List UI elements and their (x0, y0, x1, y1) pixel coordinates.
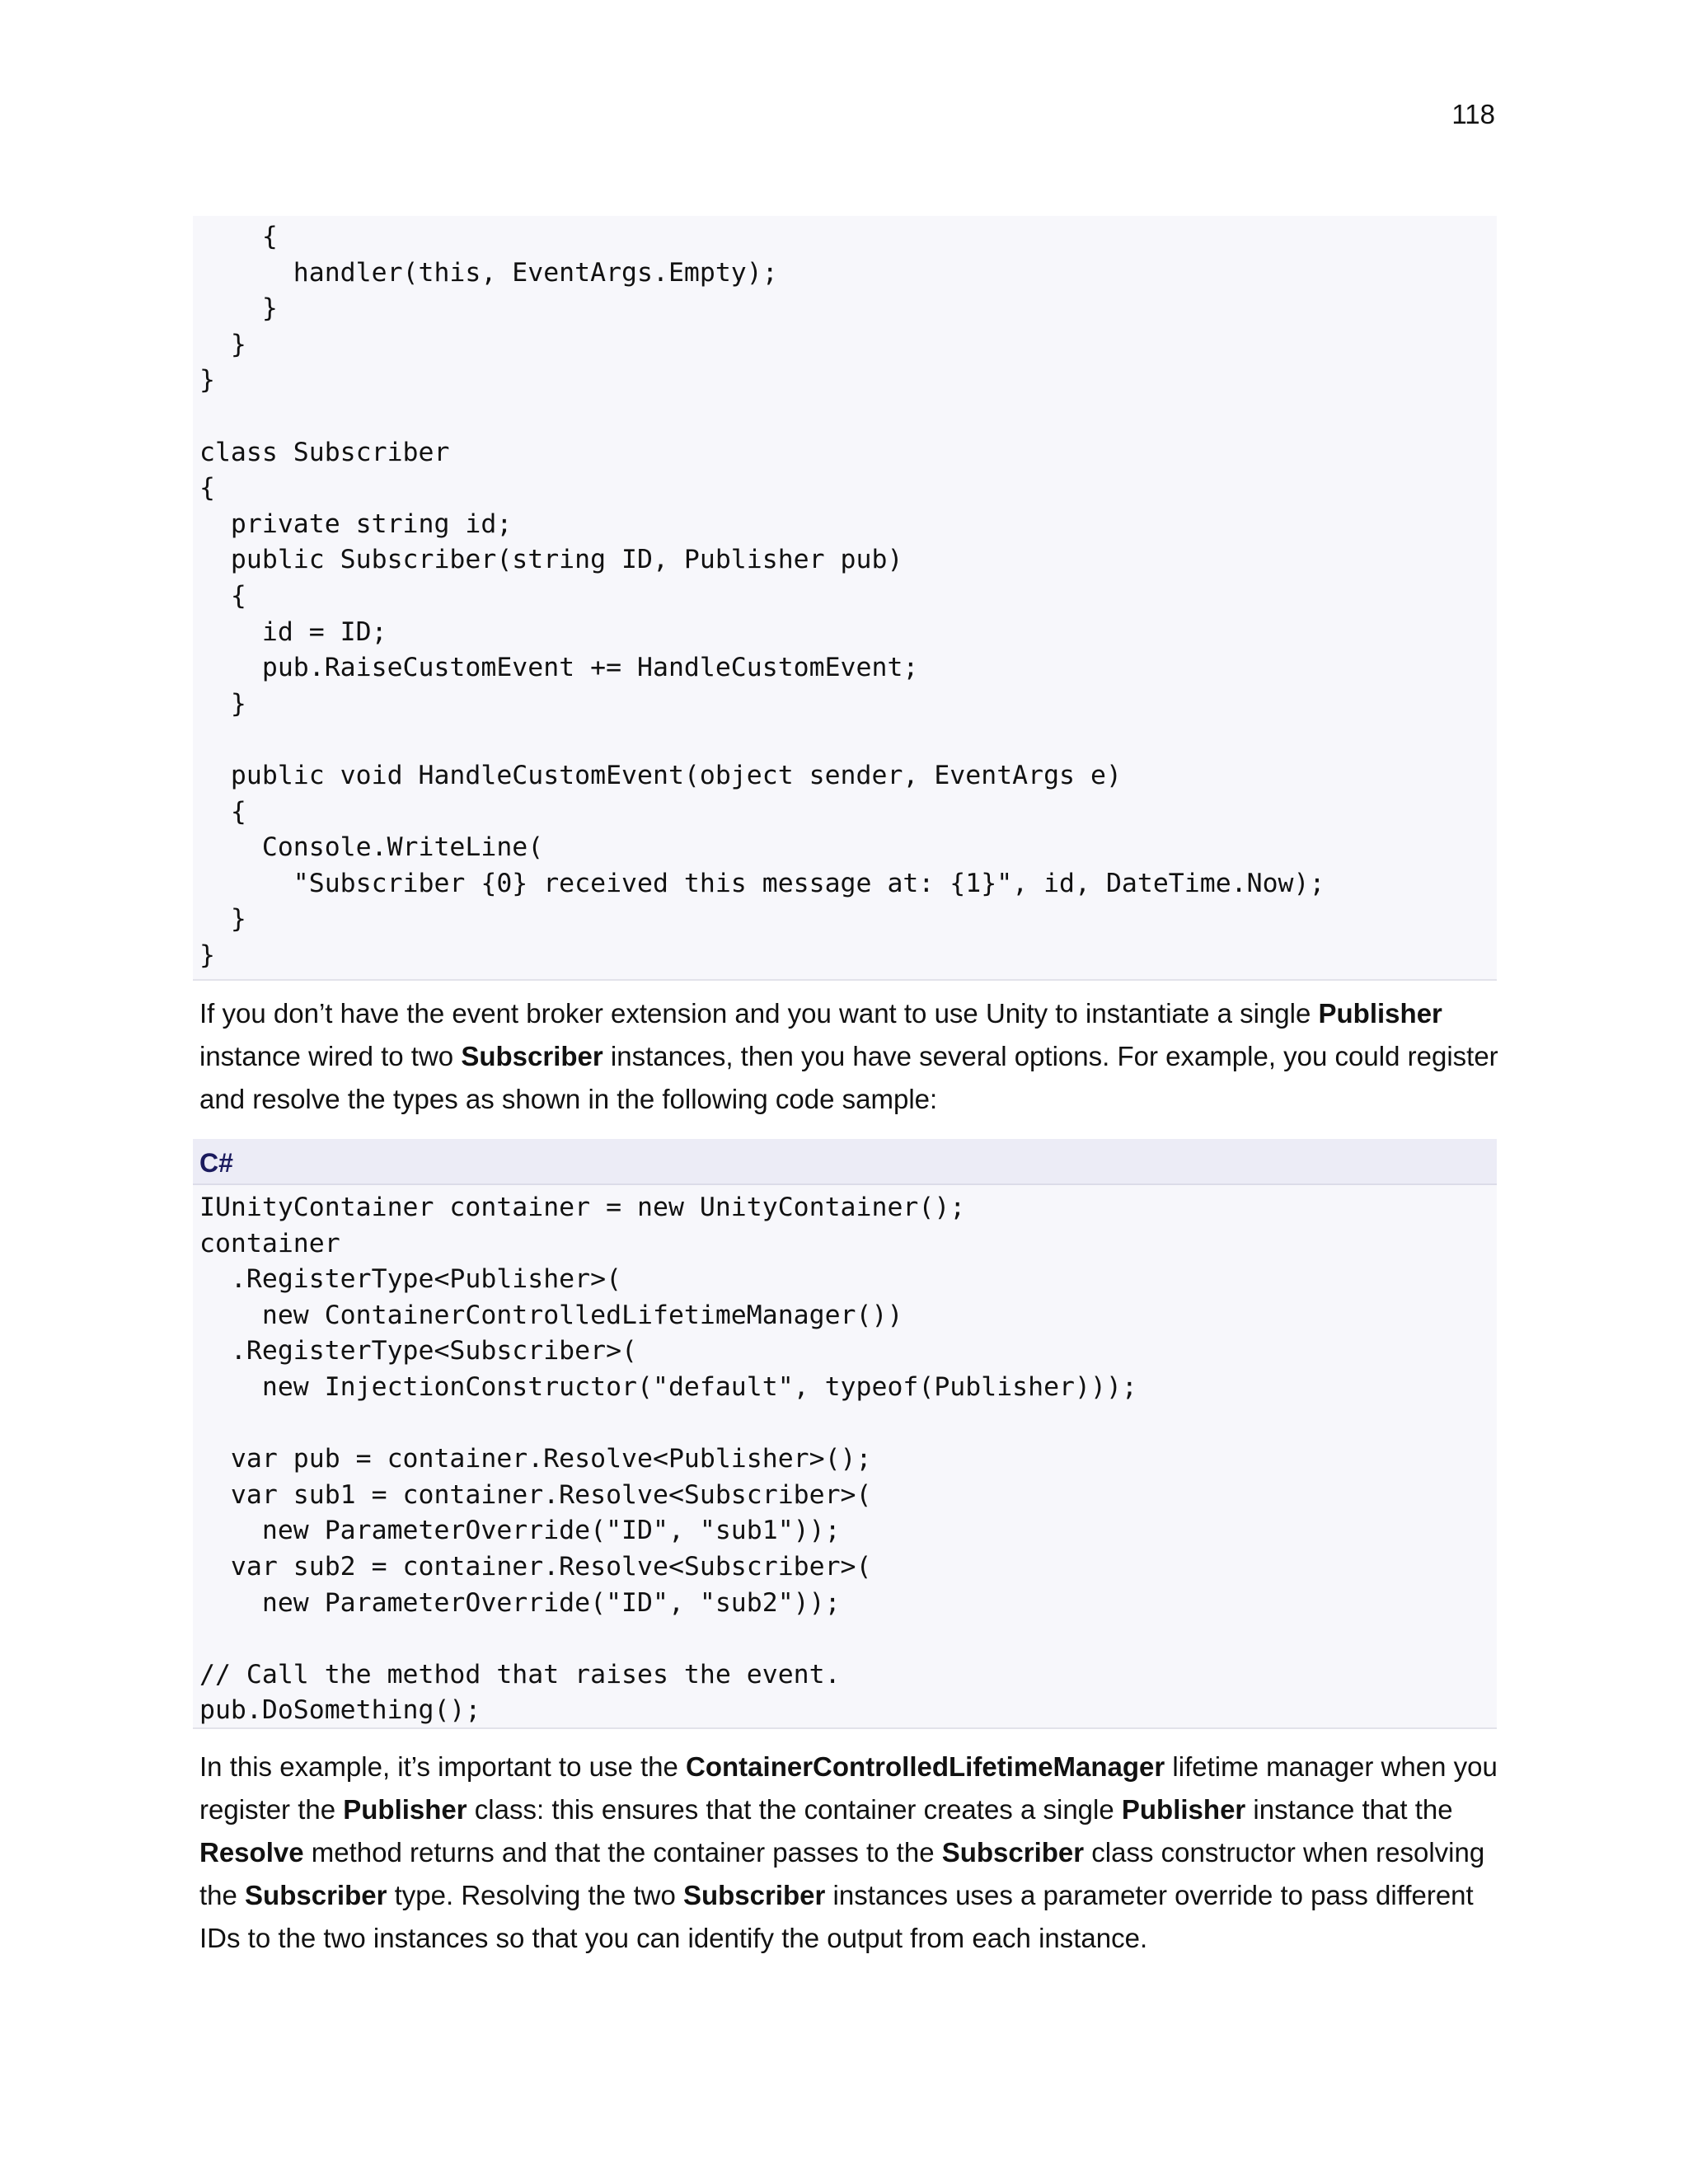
paragraph-text: instance wired to two (199, 1041, 462, 1071)
paragraph-text: instance that the (1245, 1794, 1453, 1825)
bold-term-subscriber: Subscriber (682, 1880, 826, 1910)
bold-term-publisher: Publisher (343, 1794, 467, 1825)
page-number: 118 (1451, 99, 1495, 129)
bold-term-lifetime-manager: ContainerControlledLifetimeManager (686, 1751, 1165, 1782)
paragraph-text: class: this ensures that the container creates a single (467, 1794, 1122, 1825)
code-sample-csharp (193, 1139, 1497, 1729)
bold-term-subscriber: Subscriber (245, 1880, 387, 1910)
paragraph-text: instances uses a parameter override to pass different IDs to the two instances so that you can identify the output from each instance. (199, 1880, 1474, 1953)
body-paragraph-intro (199, 992, 1502, 1121)
paragraph-text: If you don’t have the event broker extension and you want to use Unity to instantiate a single (199, 998, 1319, 1029)
bold-term-resolve: Resolve (199, 1837, 304, 1868)
bold-term-subscriber: Subscriber (941, 1837, 1085, 1868)
paragraph-text: type. Resolving the two (387, 1880, 683, 1910)
paragraph-text: lifetime manager when you register the (199, 1751, 1498, 1825)
code-block-continued (193, 216, 1497, 981)
bold-term-publisher: Publisher (1318, 998, 1442, 1029)
paragraph-text: instances, then you have several options. For example, you could register and resolve the types as shown in the following code sample: (199, 1041, 1498, 1114)
bold-term-publisher: Publisher (1121, 1794, 1246, 1825)
paragraph-text: In this example, it’s important to use the (199, 1751, 687, 1782)
body-paragraph-explanation (199, 1746, 1502, 1960)
paragraph-text: class constructor when resolving the (199, 1837, 1485, 1910)
bold-term-subscriber: Subscriber (461, 1041, 603, 1071)
code-listing: IUnityContainer container = new UnityContainer(); container .RegisterType<Publisher>( new ContainerControlledLifetimeManager()) .RegisterType<Subscriber>( new InjectionConstructor("default", typeof(Publisher))); var pub = container.Resolve<Publisher>(); var sub1 = container.Resolve<Subscriber>( new ParameterOverride("ID", "sub1")); var sub2 = container.Resolve<Subscriber>( new ParameterOverride("ID", "sub2")); // Call the method that raises the event. pub.DoSomething(); (199, 1193, 1137, 1726)
code-language-label: C# (193, 1139, 1497, 1185)
code-listing: { handler(this, EventArgs.Empty); } } } class Subscriber { private string id; public Subscriber(string ID, Publisher pub) { id = ID; pub.RaiseCustomEvent += HandleCustomEvent; } public void HandleCustomEvent(object sender, EventArgs e) { Console.WriteLine( "Subscriber {0} received this message at: {1}", id, DateTime.Now); } } (199, 222, 1325, 970)
paragraph-text: method returns and that the container passes to the (303, 1837, 942, 1868)
